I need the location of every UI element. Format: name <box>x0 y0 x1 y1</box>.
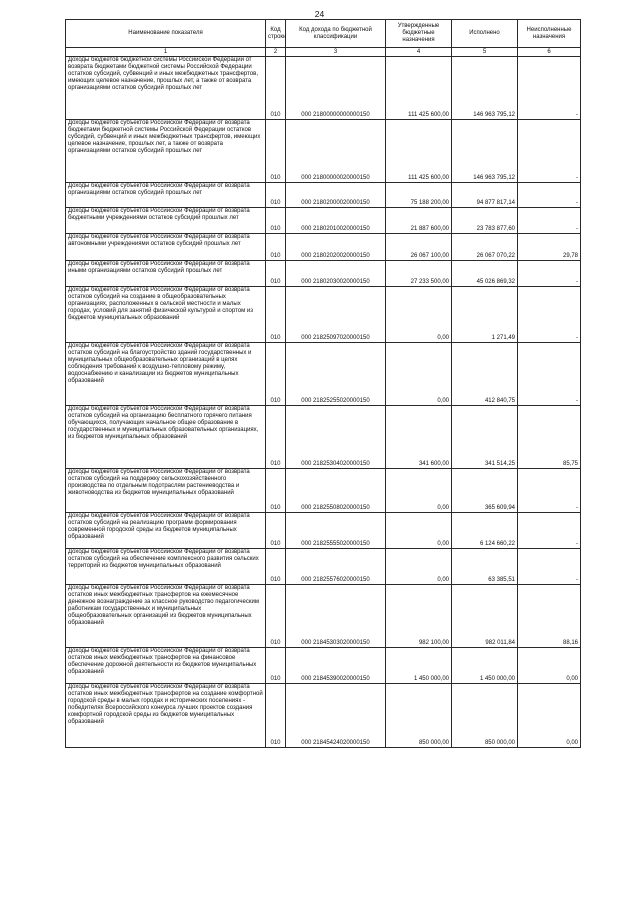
row-unexecuted-amount: - <box>518 183 581 208</box>
row-executed-amount: 146 963 795,12 <box>452 120 518 183</box>
row-unexecuted-amount: 88,16 <box>518 585 581 648</box>
report-body <box>66 57 581 748</box>
row-unexecuted-amount: - <box>518 261 581 287</box>
row-executed-amount: 365 609,94 <box>452 469 518 513</box>
row-line-code: 010 <box>266 549 286 585</box>
row-approved-amount: 341 600,00 <box>386 406 452 469</box>
row-income-code: 000 21825555020000150 <box>286 513 386 549</box>
row-approved-amount: 982 100,00 <box>386 585 452 648</box>
row-approved-amount: 0,00 <box>386 469 452 513</box>
row-unexecuted-amount: - <box>518 120 581 183</box>
col-number-1: 1 <box>66 48 266 57</box>
row-indicator-name: Доходы бюджетов субъектов Российской Федерации от возврата автономными учреждениями остатков субсидий прошлых лет <box>66 234 266 261</box>
col-number-6: 6 <box>518 48 581 57</box>
table-row <box>66 469 581 513</box>
row-unexecuted-amount: - <box>518 57 581 120</box>
row-indicator-name: Доходы бюджетов субъектов Российской Федерации от возврата остатков иных межбюджетных трансфертов на создание комфортной городской среды в малых городах и исторических поселениях - победителях Всероссийского конкурса лучших проектов создания комфортной городской среды из бюджетов муниципальных образований <box>66 684 266 748</box>
row-executed-amount: 412 840,75 <box>452 343 518 406</box>
row-unexecuted-amount: 85,75 <box>518 406 581 469</box>
row-line-code: 010 <box>266 261 286 287</box>
row-income-code: 000 21825255020000150 <box>286 343 386 406</box>
row-approved-amount: 0,00 <box>386 343 452 406</box>
row-indicator-name: Доходы бюджетов субъектов Российской Федерации от возврата иными организациями остатков субсидий прошлых лет <box>66 261 266 287</box>
row-executed-amount: 94 877 817,14 <box>452 183 518 208</box>
row-income-code: 000 21825508020000150 <box>286 469 386 513</box>
row-line-code: 010 <box>266 234 286 261</box>
col-header-line-code: Код строки <box>266 20 286 48</box>
table-row <box>66 57 581 120</box>
column-number-row <box>66 48 581 57</box>
row-line-code: 010 <box>266 120 286 183</box>
col-header-income-code: Код дохода по бюджетной классификации <box>286 20 386 48</box>
row-income-code: 000 21800000000000150 <box>286 57 386 120</box>
row-approved-amount: 1 450 000,00 <box>386 648 452 684</box>
row-indicator-name: Доходы бюджетов субъектов Российской Федерации от возврата остатков субсидий на создание в общеобразовательных организациях, расположенных в сельской местности и малых городах, условий для занятий физической культурой и спортом из бюджетов муниципальных образований <box>66 287 266 343</box>
row-line-code: 010 <box>266 585 286 648</box>
header-row <box>66 20 581 48</box>
row-unexecuted-amount: - <box>518 208 581 234</box>
row-indicator-name: Доходы бюджетов субъектов Российской Федерации от возврата остатков субсидий на реализацию программ формирования современной городской среды из бюджетов муниципальных образований <box>66 513 266 549</box>
row-approved-amount: 850 000,00 <box>386 684 452 748</box>
row-indicator-name: Доходы бюджетов субъектов Российской Федерации от возврата остатков иных межбюджетных трансфертов на ежемесячное денежное вознаграждение за классное руководство педагогическим работникам государственных и муниципальных общеобразовательных организаций из бюджетов муниципальных образований <box>66 585 266 648</box>
row-approved-amount: 75 188 200,00 <box>386 183 452 208</box>
row-unexecuted-amount: - <box>518 287 581 343</box>
row-income-code: 000 21802030020000150 <box>286 261 386 287</box>
col-number-2: 2 <box>266 48 286 57</box>
row-indicator-name: Доходы бюджетов бюджетной системы Российской Федерации от возврата бюджетами бюджетной системы Российской Федерации остатков субсидий, субвенций и иных межбюджетных трансфертов, имеющих целевое назначение, прошлых лет, а также от возврата организациями остатков субсидий прошлых лет <box>66 57 266 120</box>
table-row <box>66 287 581 343</box>
table-row <box>66 234 581 261</box>
row-income-code: 000 21825576020000150 <box>286 549 386 585</box>
row-executed-amount: 850 000,00 <box>452 684 518 748</box>
page-number: 24 <box>314 9 325 19</box>
row-line-code: 010 <box>266 287 286 343</box>
col-header-indicator-name: Наименование показателя <box>66 20 266 48</box>
row-line-code: 010 <box>266 406 286 469</box>
col-number-5: 5 <box>452 48 518 57</box>
row-unexecuted-amount: 29,78 <box>518 234 581 261</box>
row-income-code: 000 21845303020000150 <box>286 585 386 648</box>
row-line-code: 010 <box>266 513 286 549</box>
row-income-code: 000 21802020020000150 <box>286 234 386 261</box>
row-unexecuted-amount: 0,00 <box>518 648 581 684</box>
row-income-code: 000 21802000020000150 <box>286 183 386 208</box>
row-approved-amount: 111 425 600,00 <box>386 57 452 120</box>
row-approved-amount: 111 425 600,00 <box>386 120 452 183</box>
table-row <box>66 585 581 648</box>
table-row <box>66 120 581 183</box>
table-row <box>66 208 581 234</box>
row-indicator-name: Доходы бюджетов субъектов Российской Федерации от возврата остатков субсидий на благоустройство зданий государственных и муниципальных общеобразовательных организаций в целях соблюдения требований к воздушно-тепловому режиму, водоснабжению и канализации из бюджетов муниципальных образований <box>66 343 266 406</box>
row-approved-amount: 27 233 500,00 <box>386 261 452 287</box>
budget-report-table <box>65 19 581 748</box>
col-header-unexecuted: Неисполненные назначения <box>518 20 581 48</box>
row-unexecuted-amount: - <box>518 343 581 406</box>
row-executed-amount: 23 783 877,60 <box>452 208 518 234</box>
row-indicator-name: Доходы бюджетов субъектов Российской Федерации от возврата остатков субсидий на поддержку сельскохозяйственного производства по отдельным подотраслям растениеводства и животноводства из бюджетов муниципальных образований <box>66 469 266 513</box>
row-line-code: 010 <box>266 343 286 406</box>
table-row <box>66 648 581 684</box>
row-approved-amount: 0,00 <box>386 513 452 549</box>
table-row <box>66 684 581 748</box>
row-indicator-name: Доходы бюджетов субъектов Российской Федерации от возврата остатков субсидий на обеспечение комплексного развития сельских территорий из бюджетов муниципальных образований <box>66 549 266 585</box>
table-row <box>66 513 581 549</box>
col-number-4: 4 <box>386 48 452 57</box>
row-executed-amount: 146 963 795,12 <box>452 57 518 120</box>
row-income-code: 000 21800000020000150 <box>286 120 386 183</box>
row-line-code: 010 <box>266 648 286 684</box>
row-executed-amount: 341 514,25 <box>452 406 518 469</box>
row-income-code: 000 21845390020000150 <box>286 648 386 684</box>
col-number-3: 3 <box>286 48 386 57</box>
row-unexecuted-amount: - <box>518 549 581 585</box>
col-header-executed: Исполнено <box>452 20 518 48</box>
row-line-code: 010 <box>266 208 286 234</box>
row-income-code: 000 21845424020000150 <box>286 684 386 748</box>
row-line-code: 010 <box>266 469 286 513</box>
row-indicator-name: Доходы бюджетов субъектов Российской Федерации от возврата бюджетами бюджетной системы Российской Федерации остатков субсидий, субвенций и иных межбюджетных трансфертов, имеющих целевое назначение, прошлых лет, а также от возврата организациями остатков субсидий прошлых лет <box>66 120 266 183</box>
row-line-code: 010 <box>266 183 286 208</box>
row-executed-amount: 982 011,84 <box>452 585 518 648</box>
row-approved-amount: 21 887 600,00 <box>386 208 452 234</box>
row-line-code: 010 <box>266 57 286 120</box>
table-row <box>66 343 581 406</box>
row-indicator-name: Доходы бюджетов субъектов Российской Федерации от возврата остатков иных межбюджетных трансфертов на финансовое обеспечение дорожной деятельности из бюджетов муниципальных образований <box>66 648 266 684</box>
table-row <box>66 549 581 585</box>
row-income-code: 000 21802010020000150 <box>286 208 386 234</box>
row-unexecuted-amount: - <box>518 469 581 513</box>
row-executed-amount: 6 124 660,22 <box>452 513 518 549</box>
row-income-code: 000 21825304020000150 <box>286 406 386 469</box>
col-header-approved: Утвержденные бюджетные назначения <box>386 20 452 48</box>
table-row <box>66 406 581 469</box>
row-unexecuted-amount: 0,00 <box>518 684 581 748</box>
row-executed-amount: 45 026 869,32 <box>452 261 518 287</box>
table-row <box>66 183 581 208</box>
row-indicator-name: Доходы бюджетов субъектов Российской Федерации от возврата организациями остатков субсидий прошлых лет <box>66 183 266 208</box>
row-indicator-name: Доходы бюджетов субъектов Российской Федерации от возврата бюджетными учреждениями остатков субсидий прошлых лет <box>66 208 266 234</box>
row-line-code: 010 <box>266 684 286 748</box>
row-approved-amount: 0,00 <box>386 549 452 585</box>
row-executed-amount: 26 067 070,22 <box>452 234 518 261</box>
row-executed-amount: 1 450 000,00 <box>452 648 518 684</box>
row-approved-amount: 26 067 100,00 <box>386 234 452 261</box>
row-unexecuted-amount: - <box>518 513 581 549</box>
row-executed-amount: 63 385,51 <box>452 549 518 585</box>
table-row <box>66 261 581 287</box>
row-income-code: 000 21825097020000150 <box>286 287 386 343</box>
row-approved-amount: 0,00 <box>386 287 452 343</box>
row-executed-amount: 1 271,49 <box>452 287 518 343</box>
row-indicator-name: Доходы бюджетов субъектов Российской Федерации от возврата остатков субсидий на организацию бесплатного горячего питания обучающихся, получающих начальное общее образование в государственных и муниципальных образовательных организациях, из бюджетов муниципальных образований <box>66 406 266 469</box>
